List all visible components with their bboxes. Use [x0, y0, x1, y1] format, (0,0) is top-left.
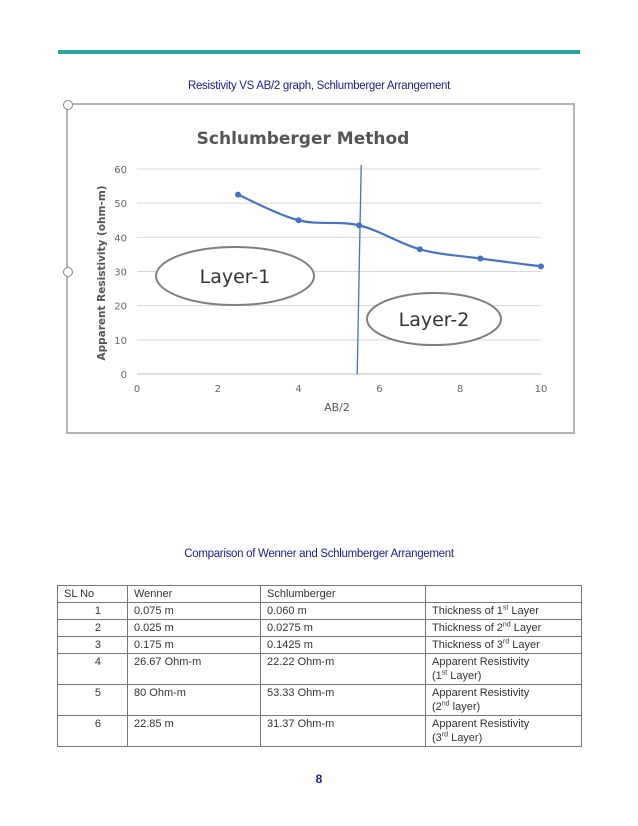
cell-sl: 1	[58, 603, 128, 620]
desc-line2-tail: Layer)	[448, 732, 483, 744]
cell-schlumberger: 31.37 Ohm-m	[261, 716, 426, 747]
desc-text: Apparent Resistivity	[432, 656, 530, 668]
chart-title: Schlumberger Method	[196, 129, 410, 149]
table-row	[58, 637, 582, 654]
desc-line2-tail: Layer)	[447, 670, 482, 682]
cell-description	[426, 603, 582, 620]
chart-frame	[66, 103, 575, 434]
desc-tail: Layer	[509, 639, 540, 651]
cell-wenner: 26.67 Ohm-m	[128, 654, 261, 685]
cell-sl: 5	[58, 685, 128, 716]
table-header-row	[58, 586, 582, 603]
y-tick-label: 30	[114, 267, 127, 279]
y-tick-label: 50	[114, 199, 127, 211]
cell-sl: 4	[58, 654, 128, 685]
desc-sup: st	[502, 604, 509, 612]
header-wenner: Wenner	[128, 586, 261, 603]
graph-caption: Resistivity VS AB/2 graph, Schlumberger Arrangement	[187, 80, 451, 92]
data-point	[477, 256, 483, 262]
cell-sl: 6	[58, 716, 128, 747]
cell-wenner: 80 Ohm-m	[128, 685, 261, 716]
x-tick-label: 8	[457, 384, 464, 395]
cell-sl: 2	[58, 620, 128, 637]
data-point	[538, 263, 544, 269]
cell-wenner: 0.175 m	[128, 637, 261, 654]
cell-wenner: 0.025 m	[128, 620, 261, 637]
x-tick-label: 4	[295, 384, 302, 395]
cell-description	[426, 637, 582, 654]
layer-1-label: Layer-1	[199, 266, 271, 288]
x-tick-label: 6	[376, 384, 383, 395]
desc-line2: (3	[432, 732, 442, 744]
table-row	[58, 620, 582, 637]
schlumberger-chart	[68, 105, 573, 432]
desc-sup: nd	[441, 700, 450, 708]
desc-sup: nd	[502, 621, 511, 629]
y-tick-label: 40	[114, 233, 127, 245]
cell-schlumberger: 0.0275 m	[261, 620, 426, 637]
table-caption: Comparison of Wenner and Schlumberger Arrangement	[184, 548, 454, 560]
x-tick-label: 10	[534, 384, 548, 395]
cell-description	[426, 685, 582, 716]
y-tick-label: 10	[114, 335, 127, 347]
cell-description	[426, 620, 582, 637]
desc-sup: rd	[502, 638, 510, 646]
desc-tail: Layer	[510, 622, 542, 634]
table-row	[58, 716, 582, 747]
data-point	[417, 246, 423, 252]
page-number: 8	[315, 772, 323, 786]
cell-wenner: 22.85 m	[128, 716, 261, 747]
desc-line2: (2	[432, 701, 442, 713]
top-rule	[58, 50, 580, 54]
desc-text: Thickness of 2	[432, 622, 503, 634]
cell-schlumberger: 0.1425 m	[261, 637, 426, 654]
layer-divider-line	[357, 165, 361, 374]
layer-2-label: Layer-2	[398, 309, 470, 331]
header-schlumberger: Schlumberger	[261, 586, 426, 603]
x-axis-label: AB/2	[324, 401, 350, 414]
header-description	[426, 586, 582, 603]
data-point	[296, 217, 302, 223]
desc-text: Apparent Resistivity	[432, 718, 530, 730]
data-point	[235, 192, 241, 198]
cell-description	[426, 654, 582, 685]
table-row	[58, 654, 582, 685]
x-tick-label: 2	[214, 384, 221, 395]
desc-text: Thickness of 1	[432, 605, 503, 617]
table-row	[58, 685, 582, 716]
desc-text: Thickness of 3	[432, 639, 503, 651]
desc-tail: Layer	[508, 605, 539, 617]
x-tick-label: 0	[133, 384, 141, 395]
data-point	[356, 222, 362, 228]
desc-line2: (1	[432, 670, 442, 682]
cell-schlumberger: 22.22 Ohm-m	[261, 654, 426, 685]
y-tick-label: 60	[114, 165, 127, 176]
y-tick-label: 20	[114, 301, 127, 313]
cell-schlumberger: 0.060 m	[261, 603, 426, 620]
table-row	[58, 603, 582, 620]
desc-sup: rd	[441, 731, 449, 739]
comparison-table	[57, 585, 582, 747]
cell-wenner: 0.075 m	[128, 603, 261, 620]
cell-description	[426, 716, 582, 747]
cell-schlumberger: 53.33 Ohm-m	[261, 685, 426, 716]
desc-line2-tail: layer)	[449, 701, 481, 713]
desc-text: Apparent Resistivity	[432, 687, 530, 699]
header-sl-no: SL No	[58, 586, 128, 603]
desc-sup: st	[441, 669, 448, 677]
cell-sl: 3	[58, 637, 128, 654]
y-tick-label: 0	[120, 370, 127, 381]
y-axis-label: Apparent Resistivity (ohm-m)	[96, 185, 108, 361]
